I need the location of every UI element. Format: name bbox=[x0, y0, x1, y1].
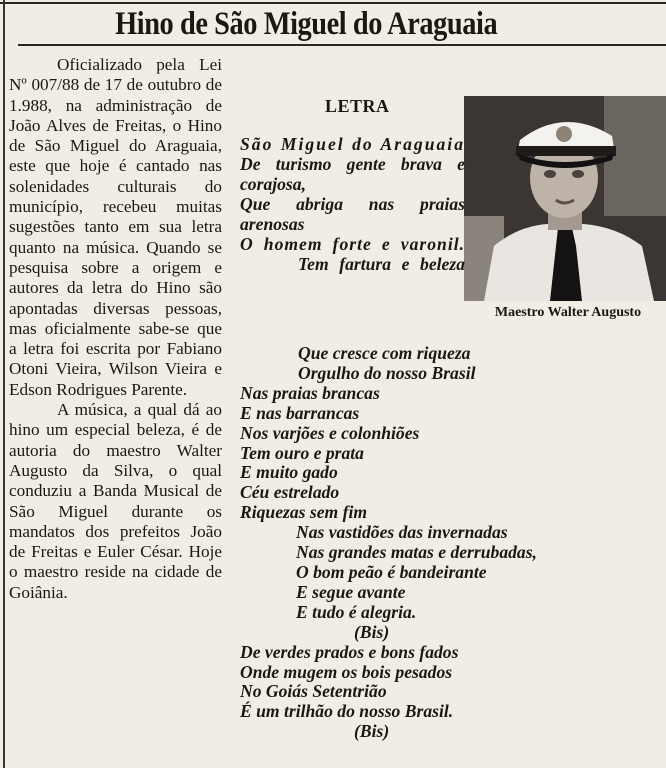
photo-caption: Maestro Walter Augusto bbox=[494, 305, 642, 320]
lyric-line: Nas praias brancas bbox=[240, 382, 380, 403]
lyric-line: E segue avante bbox=[296, 581, 406, 602]
letra-heading: LETRA bbox=[325, 96, 390, 116]
lyric-line: Nos varjões e colonhiões bbox=[240, 422, 420, 443]
intro-paragraph-2: A música, a qual dá ao hino um especial beleza, é de autoria do maestro Walter Augusto da Silva, o qual conduziu a Banda Musical de São Miguel durante os mandatos dos prefeitos João de Freitas e Euler César. Hoje o maestro reside na cidade de Goiânia. bbox=[9, 400, 222, 602]
lyric-line: Tem fartura e beleza bbox=[298, 254, 465, 274]
lyric-line: Céu estrelado bbox=[240, 482, 340, 503]
maestro-photo bbox=[464, 96, 666, 301]
lyric-line: É um trilhão do nosso Brasil. bbox=[240, 701, 454, 722]
lyric-line: O bom peão é bandeirante bbox=[296, 561, 487, 582]
lyric-line: Orgulho do nosso Brasil bbox=[298, 362, 476, 383]
lyrics-top-block bbox=[240, 134, 465, 274]
title-rule bbox=[18, 44, 666, 46]
bis-marker: (Bis) bbox=[354, 621, 390, 642]
lyric-line: Riquezas sem fim bbox=[240, 502, 368, 523]
lyric-line: O homem forte e varonil. bbox=[240, 234, 465, 254]
lyric-line: E tudo é alegria. bbox=[296, 601, 417, 622]
lyric-line: Nas grandes matas e derrubadas, bbox=[296, 542, 537, 563]
lyrics-bottom-block bbox=[240, 343, 537, 742]
left-rule bbox=[3, 0, 5, 768]
article-title: Hino de São Miguel do Araguaia bbox=[115, 6, 498, 42]
lyric-line: De turismo gente brava e corajosa, bbox=[240, 154, 465, 194]
lyric-line: Que abriga nas praias arenosas bbox=[240, 194, 465, 234]
lyric-line: Nas vastidões das invernadas bbox=[296, 522, 508, 543]
maestro-portrait-image bbox=[464, 96, 666, 301]
intro-paragraph-1: Oficializado pela Lei Nº 007/88 de 17 de outubro de 1.988, na administração de João Alves de Freitas, o Hino de São Miguel do Araguaia, este que hoje é cantado nas solenidades culturais do município, recebeu muitas sugestões tanto em sua letra quanto na música. Quando se pesquisa sobre a origem e autores da letra do Hino são apontadas diversas pessoas, mas oficialmente sabe-se que a letra foi escrita por Fabiano Otoni Vieira, Wilson Vieira e Edson Rodrigues Parente. bbox=[9, 55, 222, 399]
intro-column bbox=[9, 55, 222, 603]
lyric-line: Onde mugem os bois pesados bbox=[240, 661, 453, 682]
lyric-line: Tem ouro e prata bbox=[240, 442, 364, 463]
top-rule bbox=[0, 2, 666, 4]
lyric-line: Que cresce com riqueza bbox=[298, 343, 471, 363]
lyric-line: De verdes prados e bons fados bbox=[240, 641, 459, 662]
lyric-line: E muito gado bbox=[240, 462, 338, 483]
lyric-line: São Miguel do Araguaia bbox=[240, 134, 465, 154]
bis-marker: (Bis) bbox=[354, 721, 390, 742]
lyric-line: No Goiás Setentrião bbox=[240, 681, 387, 702]
lyric-line: E nas barrancas bbox=[240, 402, 360, 423]
